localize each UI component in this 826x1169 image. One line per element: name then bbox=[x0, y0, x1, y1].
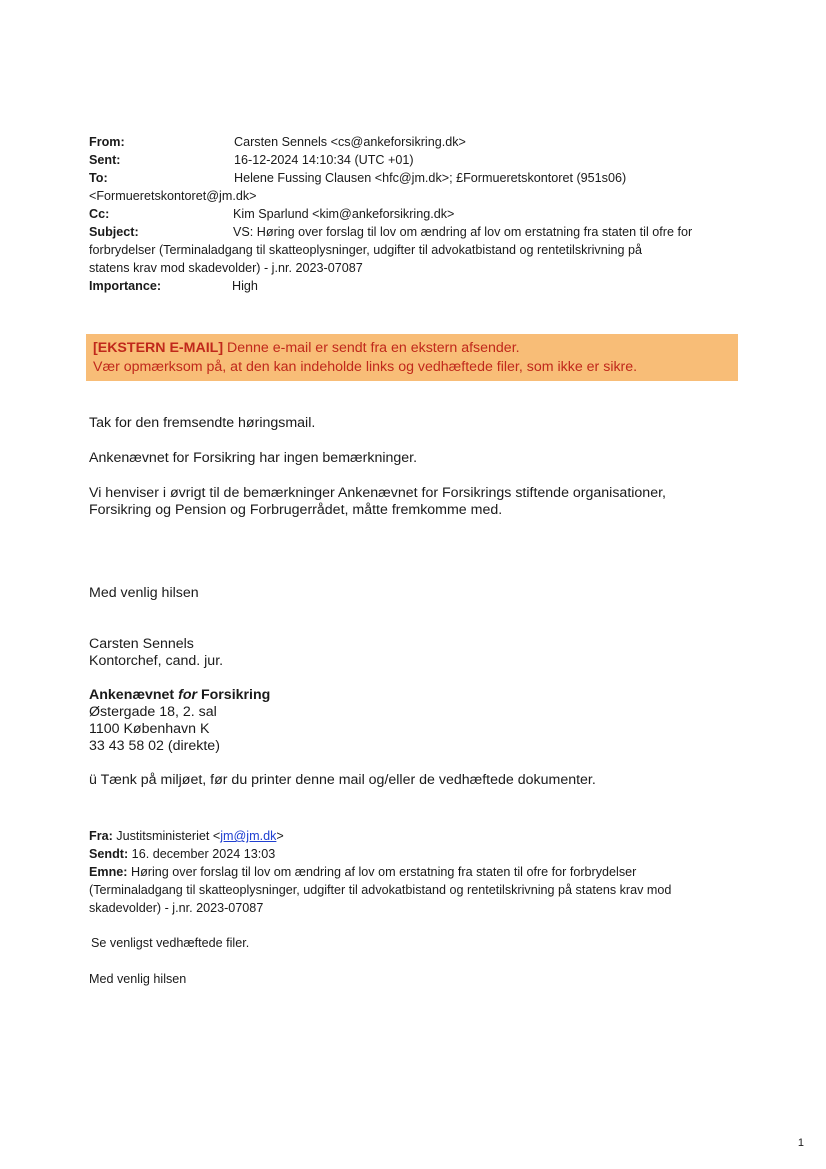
fra-email-link[interactable]: jm@jm.dk bbox=[220, 829, 277, 843]
subject-value: VS: Høring over forslag til lov om ændring af lov om erstatning fra staten til ofre for bbox=[233, 225, 693, 239]
signature-name: Carsten Sennels bbox=[89, 636, 194, 652]
signature-organization bbox=[89, 687, 270, 704]
banner-line-1 bbox=[93, 339, 520, 358]
org-name-part1: Ankenævnet bbox=[89, 687, 179, 703]
cc-label: Cc: bbox=[89, 207, 110, 221]
emne-value: Høring over forslag til lov om ændring af lov om erstatning fra staten til ofre for forbrydelser bbox=[127, 865, 637, 879]
forwarded-body-2: Med venlig hilsen bbox=[89, 972, 187, 986]
from-label: From: bbox=[89, 135, 125, 149]
greeting: Med venlig hilsen bbox=[89, 585, 199, 601]
body-paragraph-3-line2: Forsikring og Pension og Forbrugerrådet, måtte fremkomme med. bbox=[89, 502, 503, 518]
signature-address-2: 1100 København K bbox=[89, 721, 210, 737]
importance-value: High bbox=[232, 279, 258, 293]
emne-label: Emne: bbox=[89, 865, 128, 879]
fra-value: Justitsministeriet < bbox=[112, 829, 221, 843]
sendt-value: 16. december 2024 13:03 bbox=[128, 847, 276, 861]
fra-end: > bbox=[276, 829, 284, 843]
signature-phone: 33 43 58 02 (direkte) bbox=[89, 738, 220, 754]
environment-note: ü Tænk på miljøet, før du printer denne mail og/eller de vedhæftede dokumenter. bbox=[89, 772, 596, 788]
body-paragraph-2: Ankenævnet for Forsikring har ingen bemærkninger. bbox=[89, 450, 418, 466]
subject-value-line3: statens krav mod skadevolder) - j.nr. 2023-07087 bbox=[89, 261, 363, 275]
sendt-label: Sendt: bbox=[89, 847, 129, 861]
forwarded-from-row bbox=[89, 827, 284, 845]
sent-label: Sent: bbox=[89, 153, 121, 167]
page-number: 1 bbox=[797, 1137, 804, 1149]
cc-value: Kim Sparlund <kim@ankeforsikring.dk> bbox=[233, 207, 455, 221]
fra-label: Fra: bbox=[89, 829, 113, 843]
body-paragraph-1: Tak for den fremsendte høringsmail. bbox=[89, 415, 316, 431]
signature-address-1: Østergade 18, 2. sal bbox=[89, 704, 217, 720]
org-name-part2: for bbox=[178, 687, 198, 703]
to-value-continued: <Formueretskontoret@jm.dk> bbox=[89, 189, 257, 203]
banner-tag: [EKSTERN E-MAIL] bbox=[93, 340, 224, 356]
sent-value: 16-12-2024 14:10:34 (UTC +01) bbox=[234, 153, 414, 167]
banner-line-2: Vær opmærksom på, at den kan indeholde links og vedhæftede filer, som ikke er sikre. bbox=[93, 359, 638, 375]
importance-label: Importance: bbox=[89, 279, 162, 293]
signature-title: Kontorchef, cand. jur. bbox=[89, 653, 224, 669]
banner-line-1-text: Denne e-mail er sendt fra en ekstern afsender. bbox=[223, 340, 520, 356]
org-name-part3: Forsikring bbox=[197, 687, 271, 703]
forwarded-subject-line2: (Terminaladgang til skatteoplysninger, udgifter til advokatbistand og rentetilskrivning på statens krav mod bbox=[89, 883, 672, 897]
subject-label: Subject: bbox=[89, 225, 139, 239]
forwarded-subject-line3: skadevolder) - j.nr. 2023-07087 bbox=[89, 901, 264, 915]
from-value: Carsten Sennels <cs@ankeforsikring.dk> bbox=[234, 135, 466, 149]
forwarded-body-1: Se venligst vedhæftede filer. bbox=[91, 936, 250, 950]
to-value: Helene Fussing Clausen <hfc@jm.dk>; £Formueretskontoret (951s06) bbox=[234, 171, 627, 185]
body-paragraph-3-line1: Vi henviser i øvrigt til de bemærkninger Ankenævnet for Forsikrings stiftende organisationer, bbox=[89, 485, 666, 501]
subject-value-line2: forbrydelser (Terminaladgang til skatteoplysninger, udgifter til advokatbistand og rentetilskrivning på bbox=[89, 243, 643, 257]
external-email-banner bbox=[86, 334, 738, 381]
to-label: To: bbox=[89, 171, 108, 185]
forwarded-subject-row bbox=[89, 863, 636, 881]
forwarded-sent-row bbox=[89, 845, 275, 863]
